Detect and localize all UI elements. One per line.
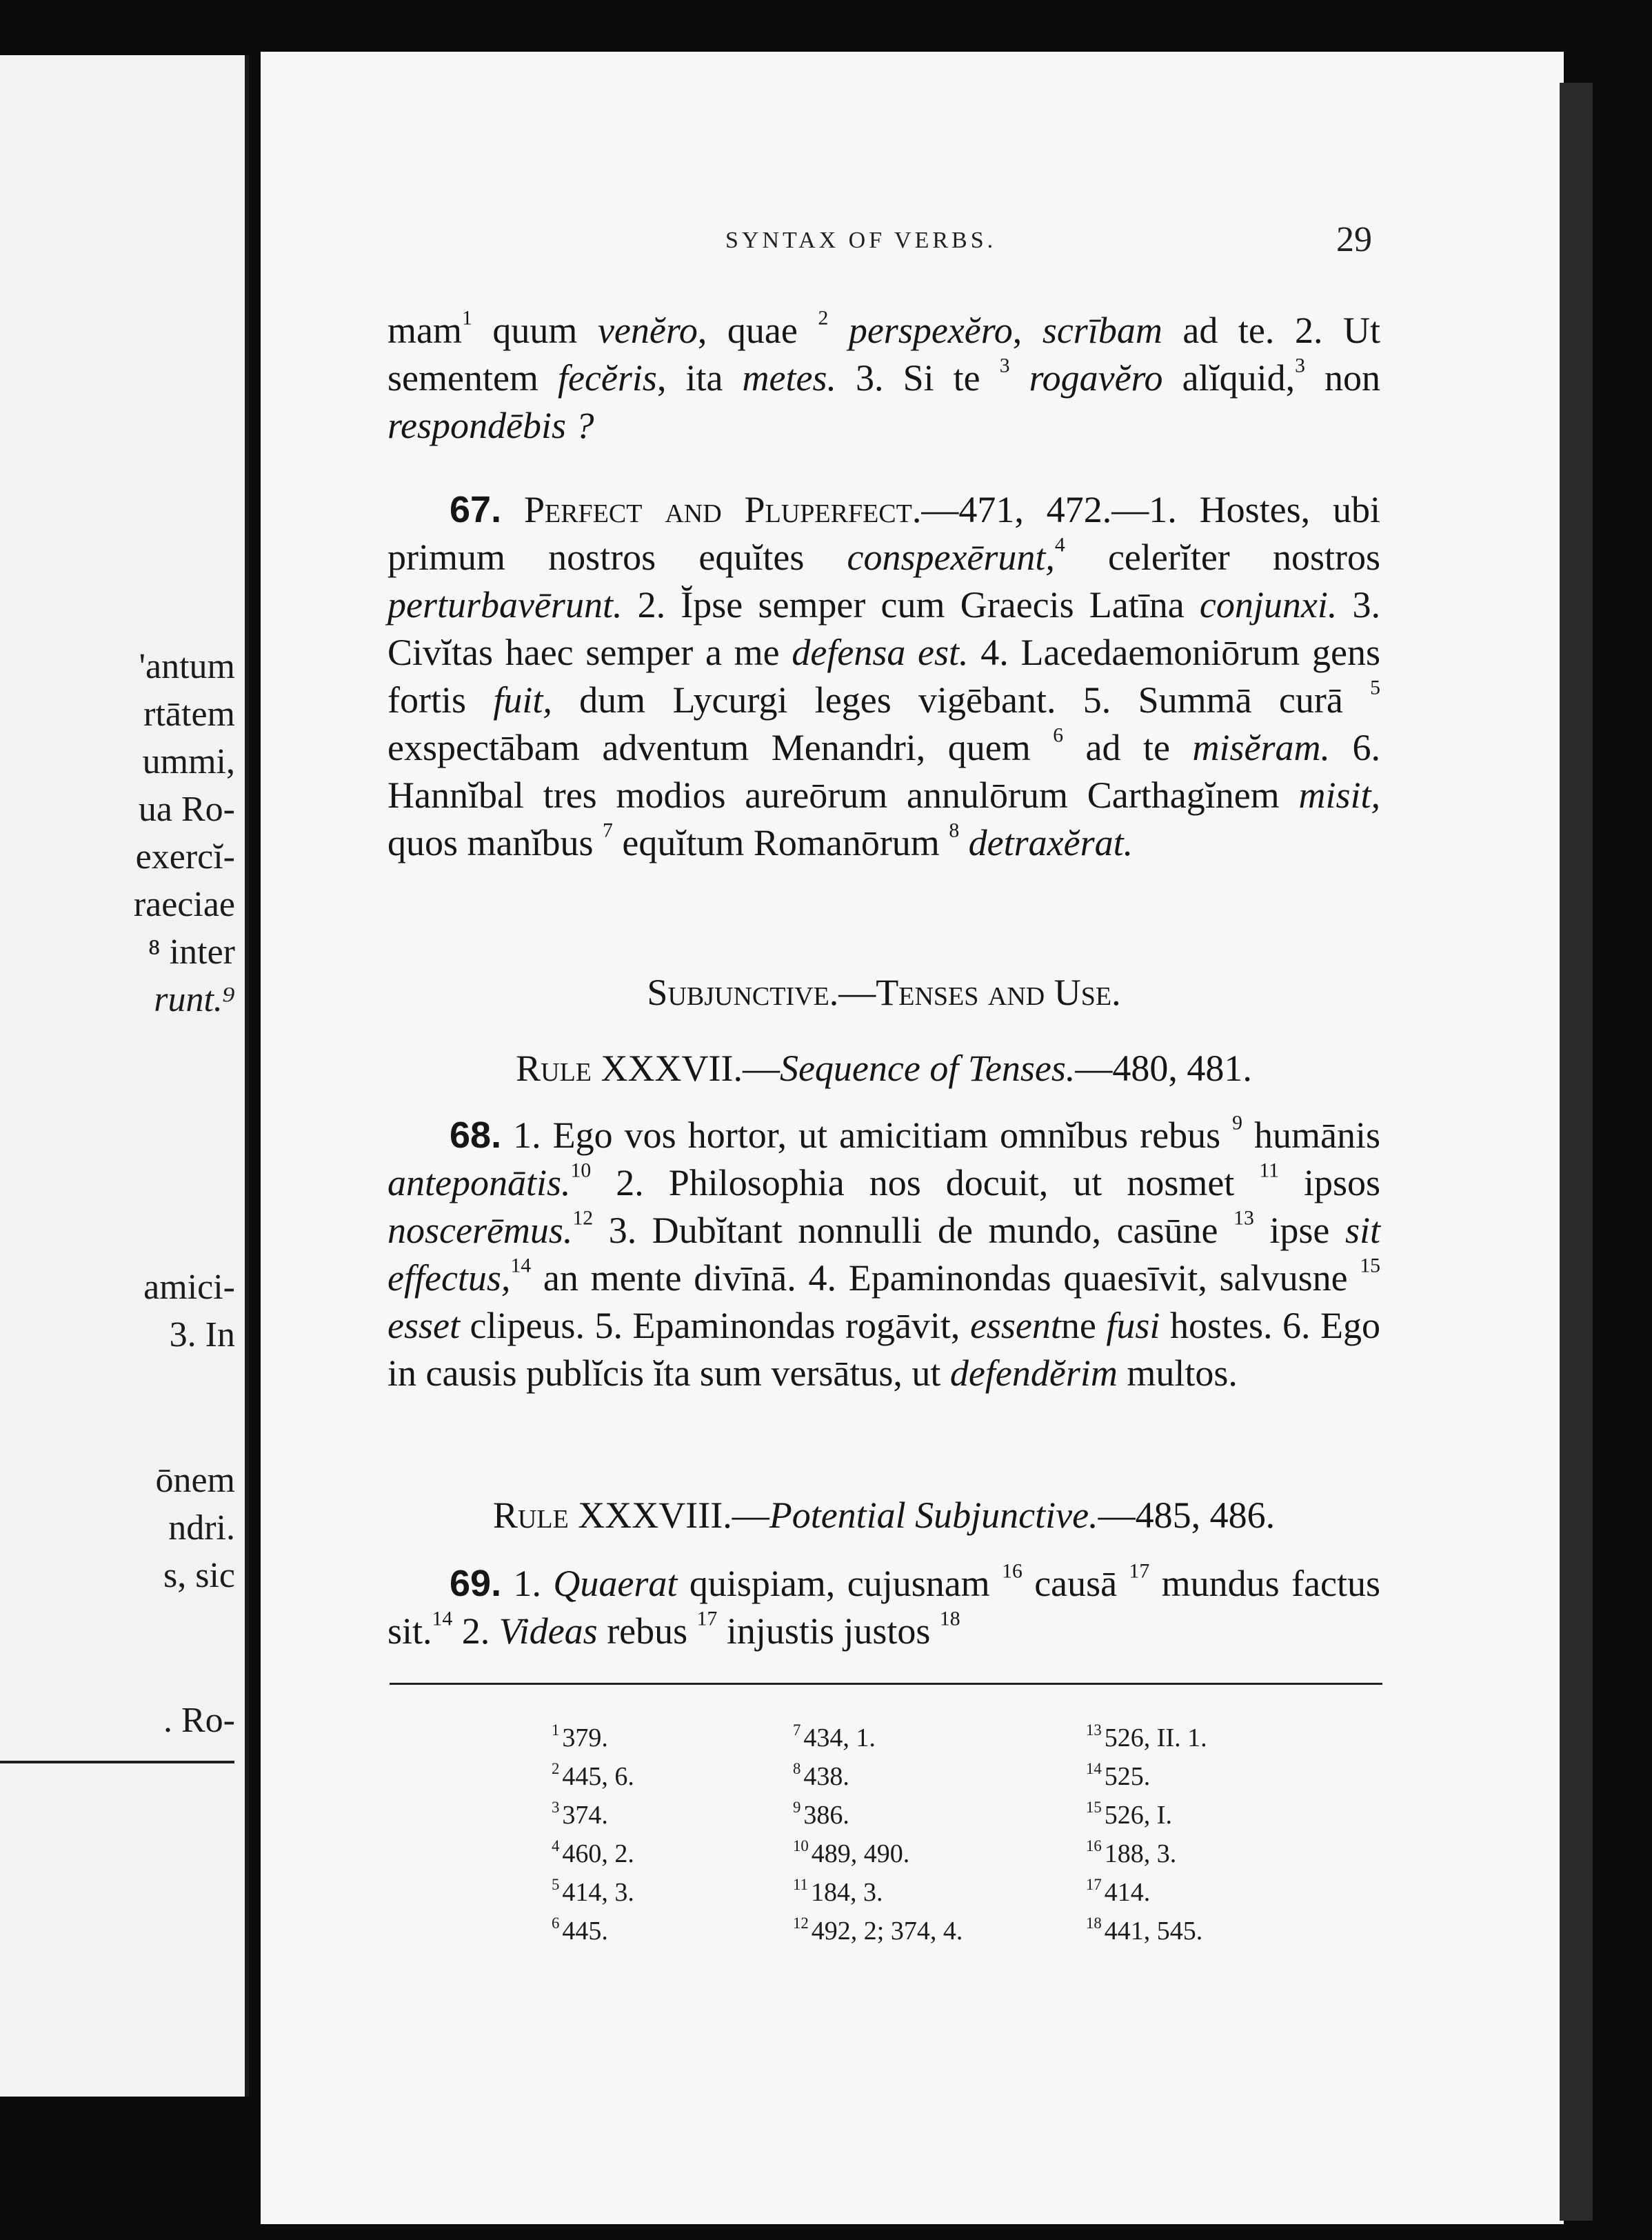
subjunctive-heading: Subjunctive.—Tenses and Use. — [647, 972, 1121, 1013]
facing-page-line: . Ro- — [163, 1701, 235, 1740]
footnote: $^2$ 445, 6. — [552, 1760, 634, 1791]
facing-page-line: ummi, — [142, 742, 235, 781]
facing-page-line: exercĭ- — [135, 837, 235, 877]
footnote: $^7$ 434, 1. — [793, 1721, 876, 1752]
footnote: $^1$ 379. — [552, 1721, 608, 1752]
facing-page-rule — [0, 1761, 234, 1763]
section-number: 69. — [450, 1563, 502, 1604]
footnote: $^{13}$ 526, II. 1. — [1086, 1721, 1207, 1752]
facing-page-line: 3. In — [169, 1315, 235, 1354]
facing-page-line: amici- — [143, 1268, 235, 1307]
footnote: $^8$ 438. — [793, 1760, 849, 1791]
footnote: $^6$ 445. — [552, 1914, 608, 1946]
running-head: SYNTAX OF VERBS. — [725, 228, 997, 253]
facing-page-line: ⁸ inter — [148, 932, 235, 972]
footnote: $^{12}$ 492, 2; 374, 4. — [793, 1914, 963, 1946]
footnote: $^{16}$ 188, 3. — [1086, 1837, 1177, 1868]
section-number: 67. — [450, 489, 502, 530]
footnote: $^{14}$ 525. — [1086, 1760, 1151, 1791]
footnote: $^4$ 460, 2. — [552, 1837, 634, 1868]
footnotes-column-1 — [552, 1719, 634, 1950]
footnote: $^3$ 374. — [552, 1799, 608, 1830]
footnote: $^{18}$ 441, 545. — [1086, 1914, 1203, 1946]
facing-page-line: ōnem — [155, 1461, 235, 1500]
facing-page-line: runt.⁹ — [154, 980, 235, 1019]
rule-37-heading: Rule XXXVII.—Sequence of Tenses.—480, 481. — [516, 1048, 1252, 1089]
facing-page-line: rtātem — [143, 694, 235, 734]
page-edge — [1560, 83, 1593, 2221]
footnote: $^{10}$ 489, 490. — [793, 1837, 910, 1868]
facing-page-line: raeciae — [133, 885, 235, 924]
footnote: $^{15}$ 526, I. — [1086, 1799, 1172, 1830]
page-number: 29 — [1336, 220, 1372, 259]
footnote-rule — [390, 1683, 1382, 1685]
section-69: 69. 1. Quaerat quispiam, cujusnam $^{16}$ causā $^{17}$ mundus factus sit.$^{14}$ 2. Videas rebus $^{17}$ injustis justos $^{18}$ — [387, 1560, 1381, 1652]
continuation-paragraph: mam$^1$ quum venĕro, quae $^2$ perspexĕro, scrībam ad te. 2. Ut sementem fecĕris, ita metes. 3. Si te $^3$ rogavĕro alĭquid,$^3$ non respondēbis ? — [387, 307, 1380, 446]
facing-page-line: 'antum — [139, 647, 235, 686]
facing-page-line: s, sic — [163, 1556, 235, 1595]
rule-38-heading: Rule XXXVIII.—Potential Subjunctive.—485, 486. — [492, 1494, 1276, 1536]
section-67: 67. Perfect and Pluperfect.—471, 472.—1. Hostes, ubi primum nostros equĭtes conspexērunt,$^4$ celerĭter nostros perturbavērunt. 2. Ĭpse semper cum Graecis Latīna conjunxi. 3. Civĭtas haec semper a me defensa est. 4. Lacedaemoniōrum gens fortis fuit, dum Lycurgi leges vigēbant. 5. Summā curā $^5$ exspectābam adventum Menandri, quem $^6$ ad te misĕram. 6. Hannĭbal tres modios aureōrum annulōrum Carthagĭnem misit, quos manĭbus $^7$ equĭtum Romanōrum $^8$ detraxĕrat. — [387, 489, 1381, 863]
section-heading: Perfect and Pluperfect. — [523, 489, 922, 530]
footnotes-column-2 — [793, 1719, 963, 1950]
section-number: 68. — [450, 1114, 502, 1156]
facing-page — [0, 55, 249, 2097]
footnote: $^{11}$ 184, 3. — [793, 1876, 883, 1907]
footnote: $^9$ 386. — [793, 1799, 849, 1830]
facing-page-line: ua Ro- — [138, 790, 235, 829]
footnotes-column-3 — [1086, 1719, 1207, 1950]
facing-page-line: ndri. — [168, 1508, 235, 1548]
footnote: $^{17}$ 414. — [1086, 1876, 1151, 1907]
section-68: 68. 1. Ego vos hortor, ut amicitiam omnĭbus rebus $^9$ humānis anteponātis.$^{10}$ 2. Philosophia nos docuit, ut nosmet $^{11}$ ipsos noscerēmus.$^{12}$ 3. Dubĭtant nonnulli de mundo, casūne $^{13}$ ipse sit effectus,$^{14}$ an mente divīnā. 4. Epaminondas quaesīvit, salvusne $^{15}$ esset clipeus. 5. Epaminondas rogāvit, essentne fusi hostes. 6. Ego in causis publĭcis ĭta sum versātus, ut defendĕrim multos. — [387, 1112, 1380, 1394]
footnote: $^5$ 414, 3. — [552, 1876, 634, 1907]
